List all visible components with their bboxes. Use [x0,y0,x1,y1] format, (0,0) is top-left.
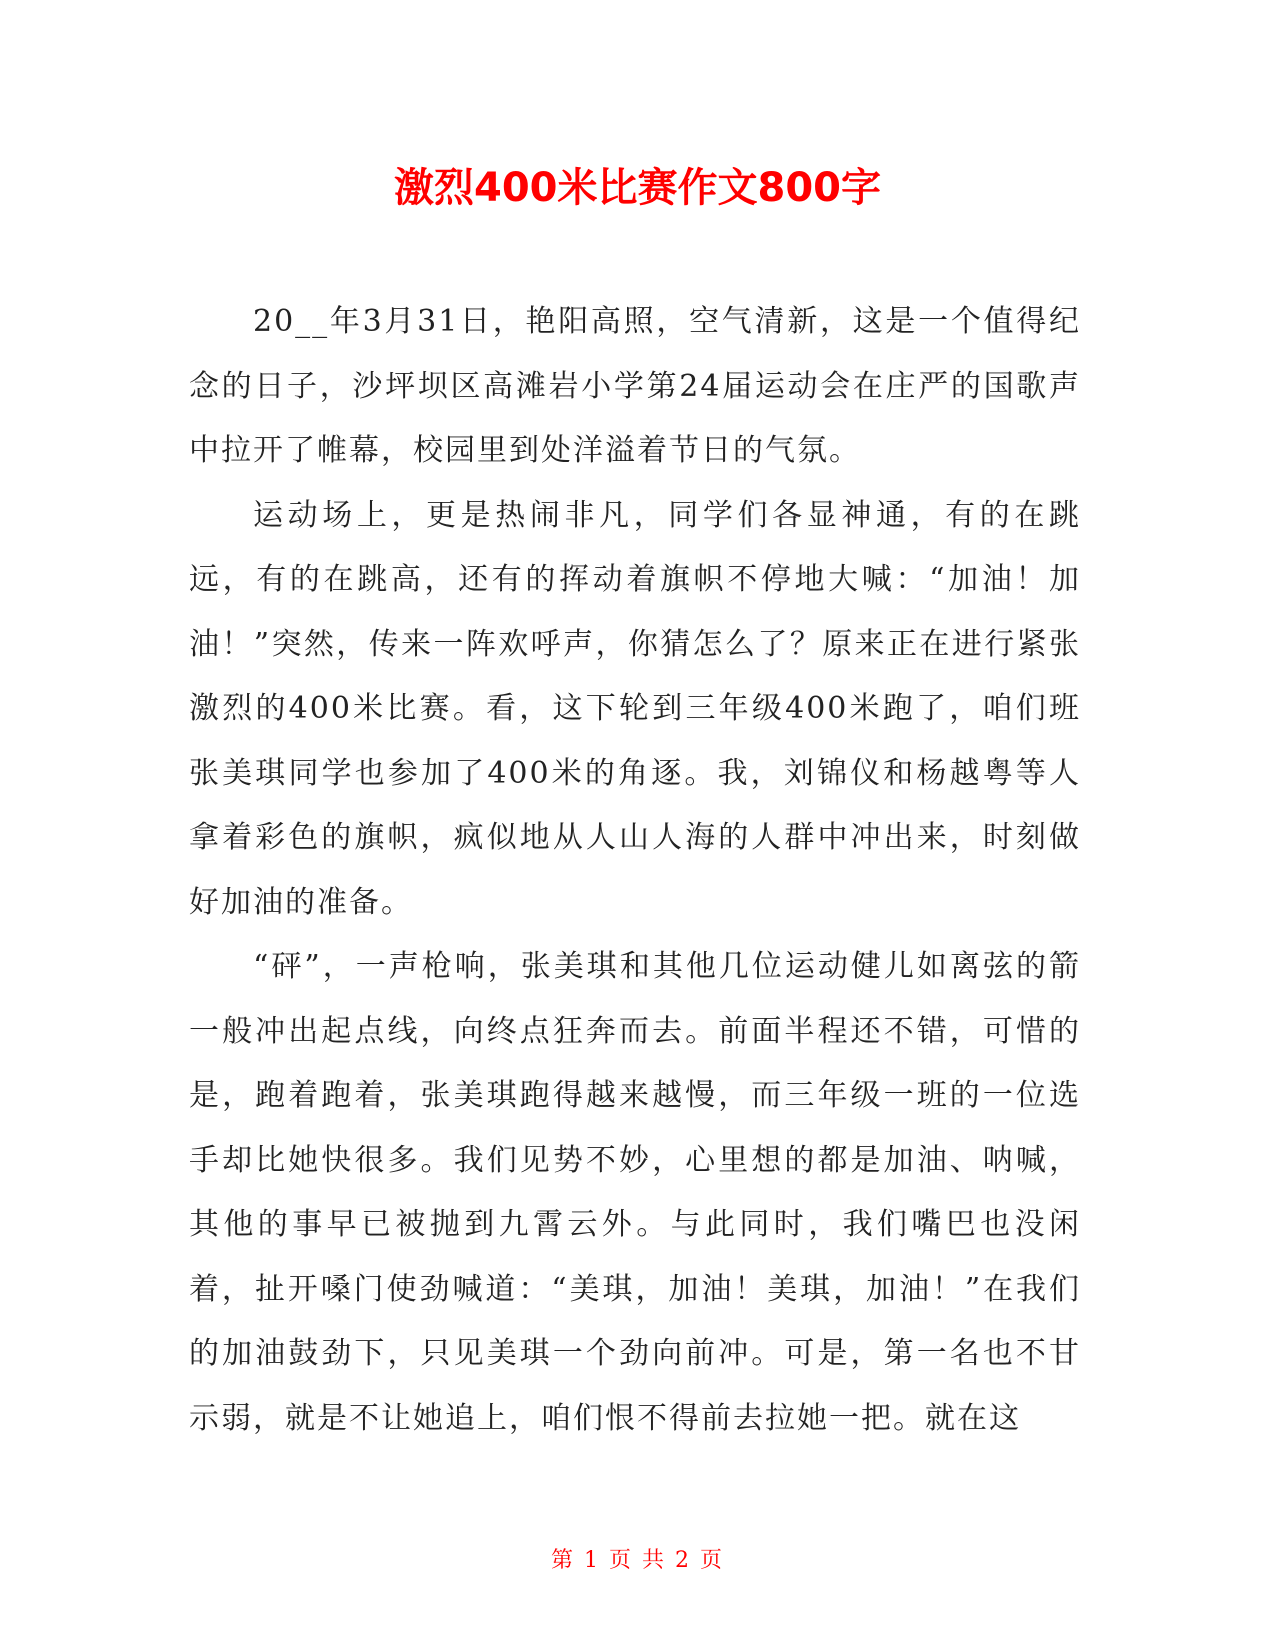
paragraph: “砰”，一声枪响，张美琪和其他几位运动健儿如离弦的箭一般冲出起点线，向终点狂奔而去。前面半程还不错，可惜的是，跑着跑着，张美琪跑得越来越慢，而三年级一班的一位选手却比她快很多。我们见势不妙，心里想的都是加油、呐喊，其他的事早已被抛到九霄云外。与此同时，我们嘴巴也没闲着，扯开嗓门使劲喊道：“美琪，加油！美琪，加油！”在我们的加油鼓劲下，只见美琪一个劲向前冲。可是，第一名也不甘示弱，就是不让她追上，咱们恨不得前去拉她一把。就在这 [189,949,1081,1436]
document-title: 激烈400米比赛作文800字 [394,165,881,211]
paragraph: 20__年3月31日，艳阳高照，空气清新，这是一个值得纪念的日子，沙坪坝区高滩岩小学第24届运动会在庄严的国歌声中拉开了帷幕，校园里到处洋溢着节日的气氛。 [189,304,1081,468]
paragraph: 运动场上，更是热闹非凡，同学们各显神通，有的在跳远，有的在跳高，还有的挥动着旗帜不停地大喊：“加油！加油！”突然，传来一阵欢呼声，你猜怎么了？原来正在进行紧张激烈的400米比赛。看，这下轮到三年级400米跑了，咱们班张美琪同学也参加了400米的角逐。我，刘锦仪和杨越粤等人拿着彩色的旗帜，疯似地从人山人海的人群中冲出来，时刻做好加油的准备。 [189,497,1081,920]
document-body [189,290,1081,1451]
page-number-footer: 第 1 页 共 2 页 [551,1548,724,1573]
